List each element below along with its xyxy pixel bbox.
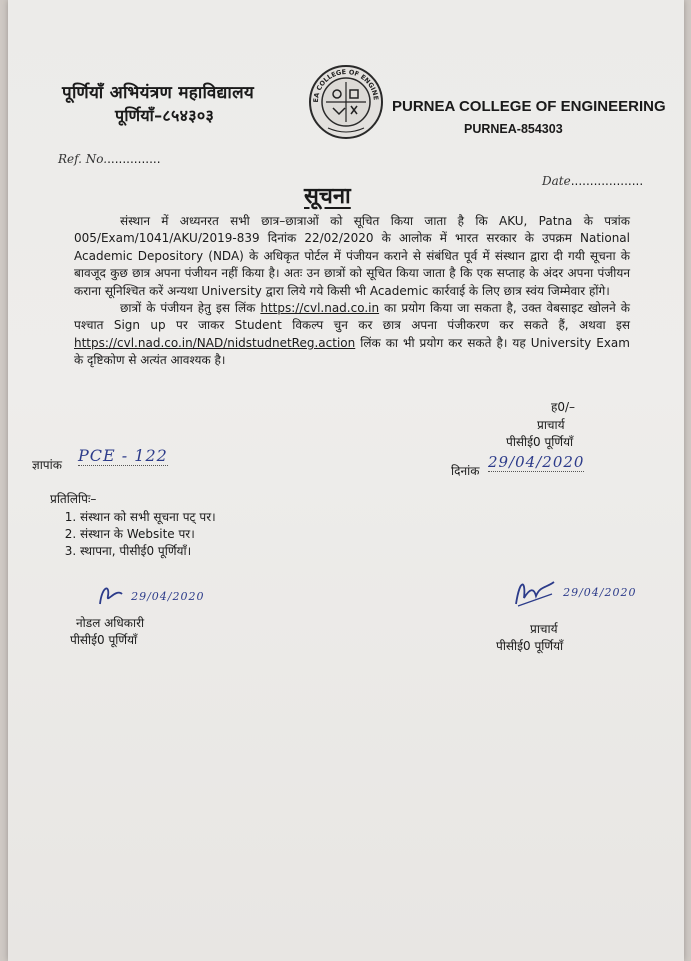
para2-part-b: का प्रयोग किया जा सकता है, उक्त वेबसाइट खोलने के पश्चात Sign up पर जाकर Student विकल्प चुन कर छात्र अपना पंजीकरण कर सकते हैं, अथवा इस bbox=[74, 301, 630, 333]
college-logo bbox=[308, 64, 384, 140]
memo-number-field bbox=[78, 446, 178, 465]
college-name-english: PURNEA COLLEGE OF ENGINEERING bbox=[392, 98, 666, 115]
ref-label: Ref. No. bbox=[58, 152, 108, 166]
memo-date-label: दिनांक bbox=[451, 464, 480, 478]
principal-office: पीसीई0 पूर्णियाँ bbox=[496, 639, 564, 653]
date-dots: ................... bbox=[570, 174, 644, 188]
principal-designation: प्राचार्य bbox=[530, 622, 558, 636]
nodal-office: पीसीई0 पूर्णियाँ bbox=[70, 633, 138, 647]
ref-dots: .............. bbox=[107, 152, 161, 166]
notice-paragraph-2 bbox=[74, 300, 630, 370]
signatory-designation: प्राचार्य bbox=[537, 418, 565, 432]
para2-part-a: छात्रों के पंजीयन हेतु इस लिंक bbox=[120, 301, 256, 316]
college-city-hindi: पूर्णियाँ–८५४३०३ bbox=[115, 106, 215, 125]
signatory-office: पीसीई0 पूर्णियाँ bbox=[506, 435, 574, 449]
notice-body bbox=[74, 213, 630, 370]
para2-part-c: लिंक का भी प्रयोग कर सकते है। यह University Exam के दृष्टिकोण से अत्यंत आवश्यक है। bbox=[74, 335, 630, 368]
college-city-english: PURNEA-854303 bbox=[464, 122, 563, 136]
registration-link-2[interactable]: https://cvl.nad.co.in/NAD/nidstudnetReg.action bbox=[74, 335, 356, 350]
registration-link-1[interactable]: https://cvl.nad.co.in bbox=[260, 301, 380, 316]
date-label: Date bbox=[542, 174, 571, 188]
svg-text:PURNEA COLLEGE OF ENGINEERING: EA COLLEGE OF ENGINE bbox=[311, 67, 380, 103]
principal-sign-date: 29/04/2020 bbox=[563, 586, 637, 599]
copy-item: 1. संस्थान को सभी सूचना पट् पर। bbox=[80, 509, 352, 526]
signature-scribble-icon bbox=[96, 582, 126, 608]
copy-item: 3. स्थापना, पीसीई0 पूर्णियाँ। bbox=[80, 543, 352, 560]
nodal-sign-date: 29/04/2020 bbox=[131, 590, 205, 603]
nodal-signature bbox=[96, 582, 205, 612]
notice-paragraph-1: संस्थान में अध्यनरत सभी छात्र–छात्राओं को सूचित किया जाता है कि AKU, Patna के पत्रांक 005/Exam/1041/AKU/2019-839 दिनांक 22/02/2020 के आलोक में भारत सरकार के उपक्रम National Academic Depository (NDA) के अधिकृत पोर्टल में पंजीयन कराने से संबंधित पूर्व में संस्थान द्वारा दी गयी सूचना के बावजूद कुछ छात्र अपना पंजीयन नहीं किया है। अतः उन छात्रों को सूचित किया जाता है कि एक सप्ताह के अंदर अपना पंजीयन कराना सूनिश्चित करें अन्यथा University द्वारा लिये गये किसी भी Academic कार्रवाई के लिए छात्र स्वंय जिम्मेवार होंगे। bbox=[74, 214, 630, 298]
memo-label: ज्ञापांक bbox=[32, 458, 62, 472]
copy-label: प्रतिलिपिः– bbox=[50, 492, 97, 506]
copy-item: 2. संस्थान के Website पर। bbox=[80, 526, 352, 543]
college-name-hindi: पूर्णियाँ अभियंत्रण महाविद्यालय bbox=[62, 83, 255, 103]
notice-document bbox=[8, 0, 684, 961]
signature-scribble-icon bbox=[512, 574, 558, 610]
memo-date-field bbox=[488, 452, 584, 471]
memo-date: 29/04/2020 bbox=[488, 453, 585, 471]
notice-title: सूचना bbox=[304, 184, 351, 209]
date-field bbox=[542, 170, 643, 189]
memo-number: PCE - 122 bbox=[78, 446, 168, 465]
ref-no bbox=[58, 148, 161, 167]
sd-mark: ह0/– bbox=[551, 400, 576, 414]
nodal-designation: नोडल अधिकारी bbox=[76, 616, 145, 630]
principal-signature bbox=[512, 574, 637, 614]
college-seal-icon bbox=[308, 64, 384, 140]
copy-list bbox=[52, 509, 352, 560]
